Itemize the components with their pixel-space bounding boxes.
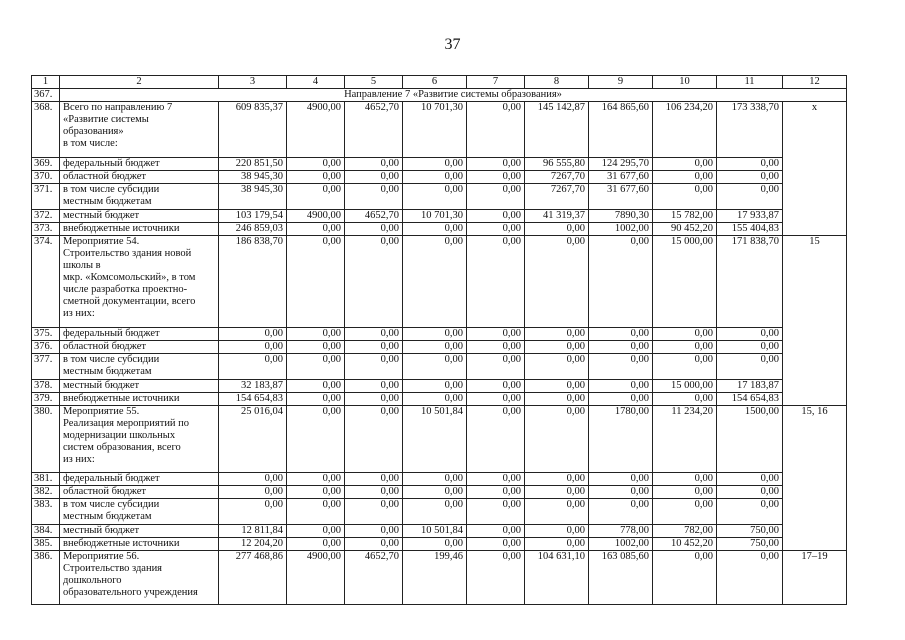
row-number: 382.	[32, 486, 60, 499]
row-number: 368.	[32, 102, 60, 158]
value-cell: 750,00	[717, 525, 783, 538]
value-cell: 750,00	[717, 538, 783, 551]
value-cell: 0,00	[653, 184, 717, 210]
value-cell: 0,00	[525, 499, 589, 525]
value-cell: 4900,00	[287, 551, 345, 605]
value-cell: 0,00	[467, 102, 525, 158]
value-cell: 32 183,87	[219, 380, 287, 393]
value-cell: 155 404,83	[717, 223, 783, 236]
table-row	[32, 551, 847, 605]
value-cell: 0,00	[403, 184, 467, 210]
value-cell: 4652,70	[345, 551, 403, 605]
value-cell: 0,00	[345, 341, 403, 354]
value-cell: 0,00	[345, 171, 403, 184]
table-row	[32, 354, 847, 380]
value-cell: 0,00	[287, 473, 345, 486]
row-name: федеральный бюджет	[60, 328, 219, 341]
value-cell: 17 183,87	[717, 380, 783, 393]
value-cell: 41 319,37	[525, 210, 589, 223]
row-number: 373.	[32, 223, 60, 236]
row-name: местный бюджет	[60, 380, 219, 393]
value-cell: 10 452,20	[653, 538, 717, 551]
value-cell: 0,00	[467, 158, 525, 171]
value-cell: 7267,70	[525, 184, 589, 210]
value-cell: 0,00	[653, 354, 717, 380]
value-cell: 0,00	[287, 158, 345, 171]
value-cell: 0,00	[403, 380, 467, 393]
column-header: 1	[32, 76, 60, 89]
value-cell: 0,00	[467, 341, 525, 354]
value-cell: 0,00	[717, 499, 783, 525]
value-cell: 12 204,20	[219, 538, 287, 551]
row-number: 372.	[32, 210, 60, 223]
value-cell: 0,00	[589, 354, 653, 380]
row-number: 379.	[32, 393, 60, 406]
value-cell: 7267,70	[525, 171, 589, 184]
row-name: областной бюджет	[60, 486, 219, 499]
value-cell: 0,00	[467, 393, 525, 406]
value-cell: 0,00	[467, 525, 525, 538]
value-cell: 0,00	[345, 525, 403, 538]
value-cell: 96 555,80	[525, 158, 589, 171]
row-name: федеральный бюджет	[60, 473, 219, 486]
value-cell: 0,00	[589, 499, 653, 525]
value-cell: 0,00	[717, 341, 783, 354]
value-cell: 0,00	[589, 393, 653, 406]
row-name: внебюджетные источники	[60, 223, 219, 236]
column-header: 7	[467, 76, 525, 89]
value-cell: 0,00	[717, 486, 783, 499]
value-cell: 0,00	[589, 341, 653, 354]
value-cell: 782,00	[653, 525, 717, 538]
column-header: 2	[60, 76, 219, 89]
row-number: 369.	[32, 158, 60, 171]
value-cell: 10 701,30	[403, 210, 467, 223]
value-cell: 15 000,00	[653, 380, 717, 393]
value-cell: 0,00	[467, 171, 525, 184]
value-cell: 0,00	[345, 406, 403, 473]
value-cell: 0,00	[287, 236, 345, 328]
value-cell: 186 838,70	[219, 236, 287, 328]
value-cell: 0,00	[653, 158, 717, 171]
value-cell: 171 838,70	[717, 236, 783, 328]
value-cell: 0,00	[287, 380, 345, 393]
value-cell: 0,00	[525, 341, 589, 354]
section-row	[32, 89, 847, 102]
value-cell: 10 501,84	[403, 406, 467, 473]
value-cell: 173 338,70	[717, 102, 783, 158]
row-name: в том числе субсидии местным бюджетам	[60, 499, 219, 525]
value-cell: 7890,30	[589, 210, 653, 223]
value-cell: 31 677,60	[589, 171, 653, 184]
table-row	[32, 538, 847, 551]
value-cell: 90 452,20	[653, 223, 717, 236]
value-cell: 0,00	[287, 393, 345, 406]
value-cell: 0,00	[403, 341, 467, 354]
value-cell: 0,00	[345, 158, 403, 171]
value-cell: 145 142,87	[525, 102, 589, 158]
value-cell: 0,00	[345, 328, 403, 341]
value-cell: 0,00	[467, 499, 525, 525]
row-number: 386.	[32, 551, 60, 605]
column-header: 6	[403, 76, 467, 89]
table-row	[32, 171, 847, 184]
value-cell: 0,00	[589, 486, 653, 499]
value-cell: 199,46	[403, 551, 467, 605]
value-cell: 0,00	[467, 486, 525, 499]
table-row	[32, 486, 847, 499]
column-header: 12	[783, 76, 847, 89]
table-row	[32, 210, 847, 223]
column-header: 4	[287, 76, 345, 89]
value-cell: 104 631,10	[525, 551, 589, 605]
value-cell: 1780,00	[589, 406, 653, 473]
value-cell: 12 811,84	[219, 525, 287, 538]
value-cell: 0,00	[653, 486, 717, 499]
value-cell: 0,00	[345, 499, 403, 525]
value-cell: 103 179,54	[219, 210, 287, 223]
value-cell: 0,00	[403, 354, 467, 380]
row-number: 385.	[32, 538, 60, 551]
row-number: 378.	[32, 380, 60, 393]
value-cell: 0,00	[525, 486, 589, 499]
row-number: 383.	[32, 499, 60, 525]
row-name: областной бюджет	[60, 171, 219, 184]
value-cell: 0,00	[717, 184, 783, 210]
value-cell: 0,00	[467, 380, 525, 393]
value-cell: 1002,00	[589, 538, 653, 551]
value-cell: 0,00	[219, 499, 287, 525]
value-cell: 0,00	[287, 406, 345, 473]
row-number: 380.	[32, 406, 60, 473]
row-name: Мероприятие 56. Строительство здания дошкольного образовательного учреждения	[60, 551, 219, 605]
value-cell: 0,00	[403, 223, 467, 236]
value-cell: 0,00	[467, 210, 525, 223]
value-cell: 0,00	[589, 328, 653, 341]
row-number: 371.	[32, 184, 60, 210]
value-cell: 0,00	[287, 525, 345, 538]
value-cell: 0,00	[345, 538, 403, 551]
value-cell: 0,00	[467, 551, 525, 605]
table-row	[32, 158, 847, 171]
table-row	[32, 473, 847, 486]
table-row	[32, 223, 847, 236]
value-cell: 0,00	[287, 486, 345, 499]
value-cell: 0,00	[403, 393, 467, 406]
value-cell: 0,00	[653, 171, 717, 184]
value-cell: 0,00	[717, 551, 783, 605]
value-cell: 0,00	[219, 328, 287, 341]
row-number: 375.	[32, 328, 60, 341]
value-cell: 0,00	[287, 171, 345, 184]
value-cell: 0,00	[717, 158, 783, 171]
value-cell: 0,00	[717, 473, 783, 486]
column-header: 11	[717, 76, 783, 89]
value-cell: 0,00	[717, 354, 783, 380]
value-cell: 0,00	[525, 236, 589, 328]
row-name: местный бюджет	[60, 525, 219, 538]
value-cell: 0,00	[345, 354, 403, 380]
value-cell: 154 654,83	[717, 393, 783, 406]
value-cell: 0,00	[467, 473, 525, 486]
table-row	[32, 236, 847, 328]
table-row	[32, 341, 847, 354]
value-cell: 0,00	[287, 538, 345, 551]
row-number: 370.	[32, 171, 60, 184]
value-cell: 0,00	[525, 406, 589, 473]
column-header: 9	[589, 76, 653, 89]
value-cell: 0,00	[717, 171, 783, 184]
row-name: в том числе субсидии местным бюджетам	[60, 354, 219, 380]
indicator-code: 17–19	[783, 551, 847, 605]
row-name: местный бюджет	[60, 210, 219, 223]
value-cell: 0,00	[345, 393, 403, 406]
value-cell: 0,00	[287, 354, 345, 380]
value-cell: 0,00	[467, 236, 525, 328]
value-cell: 4900,00	[287, 210, 345, 223]
value-cell: 0,00	[345, 223, 403, 236]
value-cell: 0,00	[525, 538, 589, 551]
value-cell: 0,00	[525, 525, 589, 538]
value-cell: 0,00	[717, 328, 783, 341]
value-cell: 0,00	[403, 158, 467, 171]
value-cell: 0,00	[345, 473, 403, 486]
value-cell: 38 945,30	[219, 171, 287, 184]
value-cell: 0,00	[403, 236, 467, 328]
value-cell: 246 859,03	[219, 223, 287, 236]
row-name: внебюджетные источники	[60, 393, 219, 406]
value-cell: 4652,70	[345, 210, 403, 223]
value-cell: 15 000,00	[653, 236, 717, 328]
value-cell: 0,00	[403, 473, 467, 486]
value-cell: 0,00	[403, 538, 467, 551]
value-cell: 0,00	[525, 473, 589, 486]
value-cell: 0,00	[653, 499, 717, 525]
value-cell: 38 945,30	[219, 184, 287, 210]
value-cell: 0,00	[653, 551, 717, 605]
value-cell: 0,00	[219, 341, 287, 354]
column-header: 3	[219, 76, 287, 89]
value-cell: 0,00	[219, 354, 287, 380]
value-cell: 0,00	[467, 184, 525, 210]
column-header: 5	[345, 76, 403, 89]
row-number: 381.	[32, 473, 60, 486]
row-name: Мероприятие 54. Строительство здания новой школы в мкр. «Комсомольский», в том числе разработка проектно- сметной документации, всего из них:	[60, 236, 219, 328]
indicator-code: x	[783, 102, 847, 236]
value-cell: 0,00	[403, 499, 467, 525]
value-cell: 0,00	[287, 328, 345, 341]
value-cell: 106 234,20	[653, 102, 717, 158]
value-cell: 1002,00	[589, 223, 653, 236]
table-row	[32, 406, 847, 473]
value-cell: 0,00	[653, 473, 717, 486]
value-cell: 0,00	[653, 341, 717, 354]
value-cell: 0,00	[467, 354, 525, 380]
row-name: областной бюджет	[60, 341, 219, 354]
value-cell: 15 782,00	[653, 210, 717, 223]
value-cell: 0,00	[525, 380, 589, 393]
value-cell: 0,00	[467, 328, 525, 341]
value-cell: 0,00	[525, 223, 589, 236]
value-cell: 11 234,20	[653, 406, 717, 473]
value-cell: 0,00	[345, 184, 403, 210]
table-row	[32, 184, 847, 210]
page-number: 37	[444, 36, 461, 53]
table-row	[32, 380, 847, 393]
value-cell: 0,00	[287, 499, 345, 525]
value-cell: 25 016,04	[219, 406, 287, 473]
value-cell: 0,00	[589, 473, 653, 486]
value-cell: 220 851,50	[219, 158, 287, 171]
row-number: 384.	[32, 525, 60, 538]
value-cell: 0,00	[219, 486, 287, 499]
value-cell: 0,00	[467, 223, 525, 236]
value-cell: 277 468,86	[219, 551, 287, 605]
row-name: федеральный бюджет	[60, 158, 219, 171]
value-cell: 0,00	[467, 406, 525, 473]
table-row	[32, 102, 847, 158]
table-row	[32, 499, 847, 525]
row-number: 376.	[32, 341, 60, 354]
value-cell: 17 933,87	[717, 210, 783, 223]
value-cell: 1500,00	[717, 406, 783, 473]
value-cell: 4900,00	[287, 102, 345, 158]
value-cell: 31 677,60	[589, 184, 653, 210]
value-cell: 609 835,37	[219, 102, 287, 158]
value-cell: 0,00	[467, 538, 525, 551]
row-number: 374.	[32, 236, 60, 328]
value-cell: 4652,70	[345, 102, 403, 158]
table-row	[32, 525, 847, 538]
row-name: внебюджетные источники	[60, 538, 219, 551]
value-cell: 0,00	[403, 328, 467, 341]
value-cell: 164 865,60	[589, 102, 653, 158]
column-header: 8	[525, 76, 589, 89]
value-cell: 0,00	[589, 236, 653, 328]
value-cell: 0,00	[589, 380, 653, 393]
row-number: 377.	[32, 354, 60, 380]
table-row	[32, 393, 847, 406]
indicator-code: 15, 16	[783, 406, 847, 551]
value-cell: 163 085,60	[589, 551, 653, 605]
row-name: Мероприятие 55. Реализация мероприятий по модернизации школьных систем образования, всего из них:	[60, 406, 219, 473]
value-cell: 0,00	[403, 171, 467, 184]
value-cell: 0,00	[219, 473, 287, 486]
value-cell: 10 501,84	[403, 525, 467, 538]
column-header: 10	[653, 76, 717, 89]
value-cell: 0,00	[525, 393, 589, 406]
value-cell: 0,00	[403, 486, 467, 499]
value-cell: 124 295,70	[589, 158, 653, 171]
section-title: Направление 7 «Развитие системы образования»	[60, 89, 847, 102]
value-cell: 778,00	[589, 525, 653, 538]
value-cell: 0,00	[525, 328, 589, 341]
value-cell: 0,00	[345, 236, 403, 328]
header-row	[32, 76, 847, 89]
value-cell: 0,00	[287, 184, 345, 210]
value-cell: 0,00	[287, 223, 345, 236]
budget-table	[31, 75, 847, 605]
indicator-code: 15	[783, 236, 847, 406]
value-cell: 154 654,83	[219, 393, 287, 406]
value-cell: 10 701,30	[403, 102, 467, 158]
row-number: 367.	[32, 89, 60, 102]
value-cell: 0,00	[345, 380, 403, 393]
value-cell: 0,00	[287, 341, 345, 354]
value-cell: 0,00	[653, 328, 717, 341]
row-name: Всего по направлению 7 «Развитие системы образования» в том числе:	[60, 102, 219, 158]
value-cell: 0,00	[525, 354, 589, 380]
value-cell: 0,00	[653, 393, 717, 406]
value-cell: 0,00	[345, 486, 403, 499]
row-name: в том числе субсидии местным бюджетам	[60, 184, 219, 210]
table-row	[32, 328, 847, 341]
